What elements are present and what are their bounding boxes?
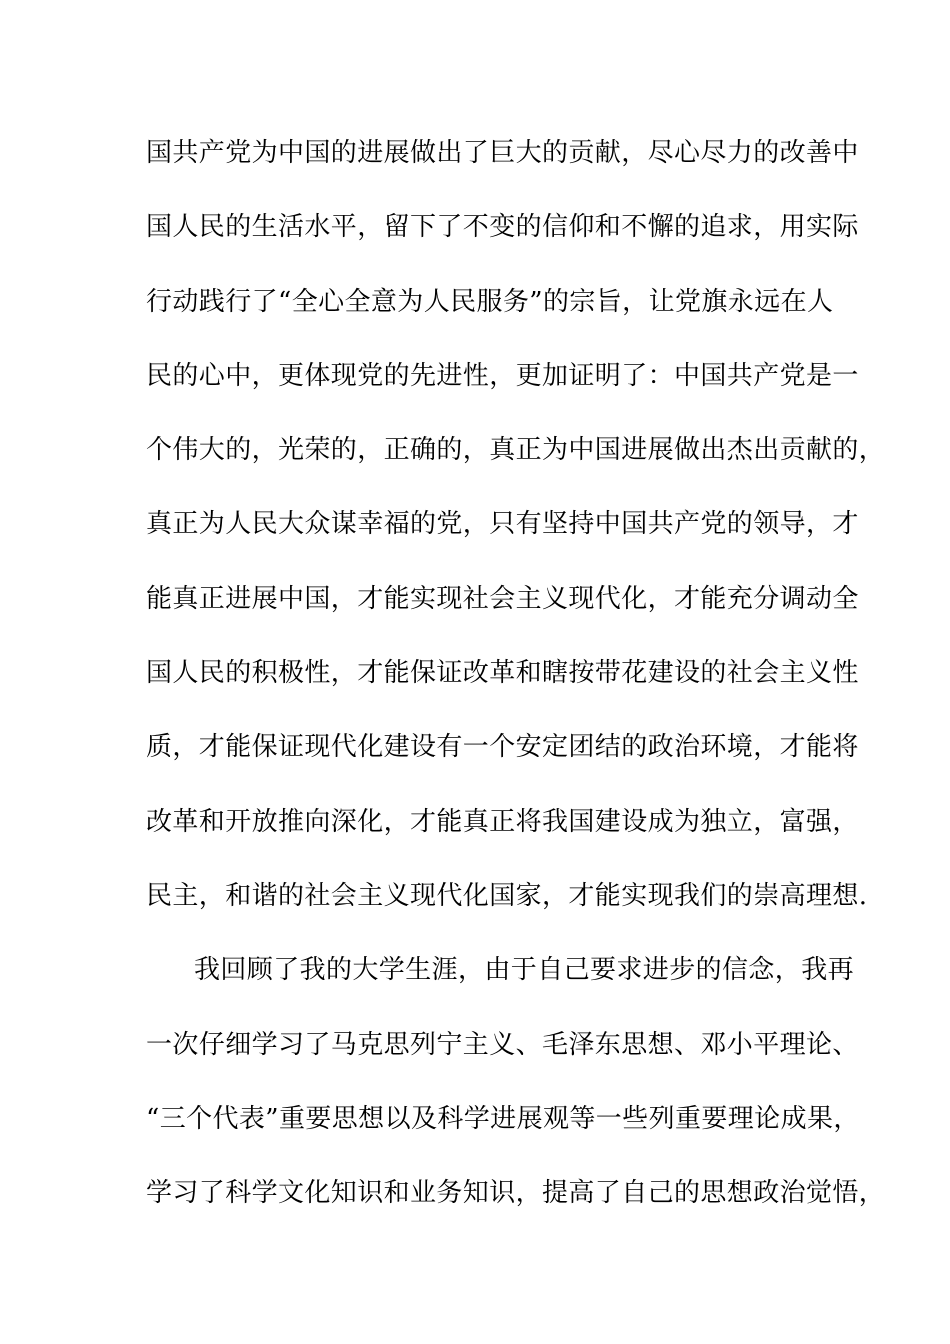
- text-line: 民的心中，更体现党的先进性，更加证明了：中国共产党是一: [146, 360, 859, 391]
- text-line: 国人民的生活水平，留下了不变的信仰和不懈的追求，用实际: [146, 212, 859, 243]
- document-body: [146, 134, 886, 1248]
- text-line: 能真正进展中国，才能实现社会主义现代化，才能充分调动全: [146, 583, 859, 614]
- text-line: 真正为人民大众谋幸福的党，只有坚持中国共产党的领导，才: [146, 509, 859, 540]
- paragraph-start-line: 我回顾了我的大学生涯，由于自己要求进步的信念，我再: [194, 955, 855, 986]
- text-line: 国共产党为中国的进展做出了巨大的贡献，尽心尽力的改善中: [146, 138, 859, 168]
- text-line: “三个代表”重要思想以及科学进展观等一些列重要理论成果，: [146, 1103, 860, 1134]
- text-line: 学习了科学文化知识和业务知识，提高了自己的思想政治觉悟，: [146, 1178, 886, 1209]
- text-line: 一次仔细学习了马克思列宁主义、毛泽东思想、邓小平理论、: [146, 1029, 859, 1060]
- text-line: 质，才能保证现代化建设有一个安定团结的政治环境，才能将: [146, 732, 859, 763]
- text-line: 民主，和谐的社会主义现代化国家，才能实现我们的崇高理想.: [146, 880, 868, 911]
- text-line: 国人民的积极性，才能保证改革和瞎按带花建设的社会主义性: [146, 658, 859, 689]
- text-line: 改革和开放推向深化，才能真正将我国建设成为独立，富强，: [146, 806, 859, 837]
- text-line: 个伟大的，光荣的，正确的，真正为中国进展做出杰出贡献的，: [146, 435, 886, 466]
- text-line: 行动践行了“全心全意为人民服务”的宗旨，让党旗永远在人: [146, 286, 834, 317]
